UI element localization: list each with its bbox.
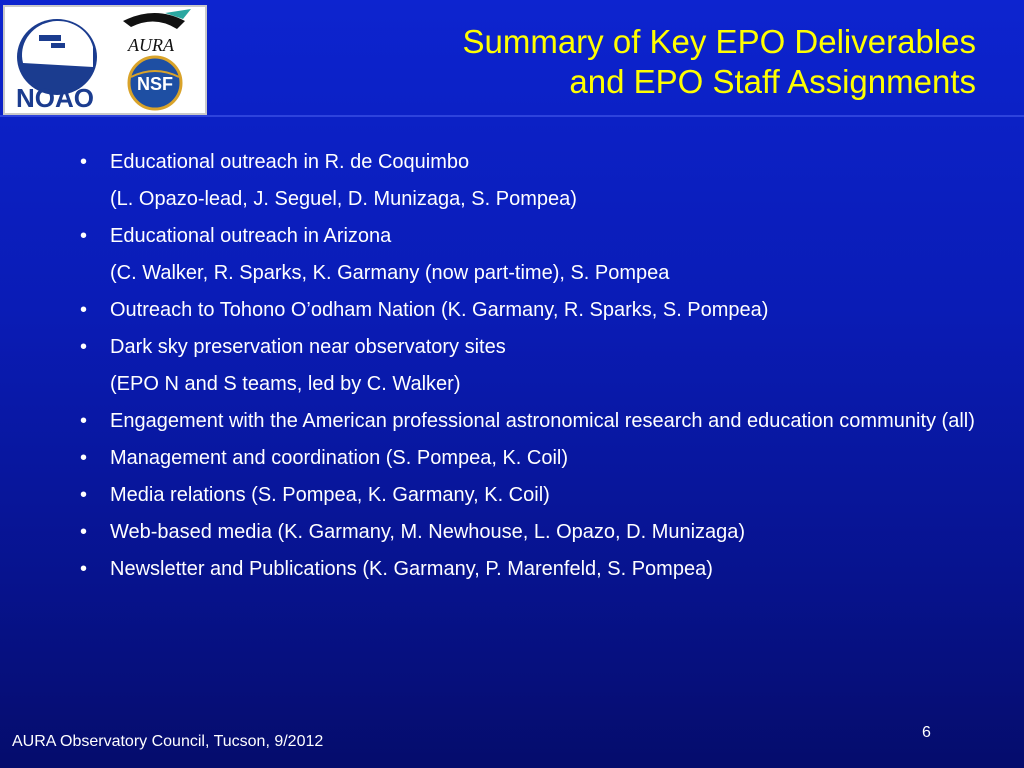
page-number: 6 bbox=[922, 724, 931, 741]
bullet-marker: • bbox=[80, 336, 88, 358]
bullet-text: Outreach to Tohono O’odham Nation (K. Garmany, R. Sparks, S. Pompea) bbox=[110, 299, 769, 321]
nsf-logo-text: NSF bbox=[137, 74, 173, 94]
slide-title bbox=[336, 22, 976, 102]
bullet-marker: • bbox=[80, 521, 88, 543]
bullet-text: Educational outreach in Arizona bbox=[110, 225, 392, 247]
noao-logo-text: NOAO bbox=[16, 83, 94, 113]
bullet-item bbox=[80, 148, 980, 176]
bullet-item bbox=[80, 333, 980, 361]
slide-title-line-2: and EPO Staff Assignments bbox=[569, 63, 976, 100]
slide-footer: AURA Observatory Council, Tucson, 9/2012 bbox=[12, 733, 324, 750]
title-divider bbox=[0, 115, 1024, 117]
bullet-marker: • bbox=[80, 410, 88, 432]
slide-title-line-1: Summary of Key EPO Deliverables bbox=[462, 23, 976, 60]
bullet-list bbox=[80, 148, 980, 583]
bullet-item bbox=[80, 555, 980, 583]
aura-logo-text: AURA bbox=[128, 35, 174, 55]
noao-logo bbox=[16, 19, 97, 113]
nsf-logo bbox=[129, 57, 181, 109]
bullet-item bbox=[80, 222, 980, 250]
bullet-item bbox=[80, 407, 980, 435]
bullet-item bbox=[80, 481, 980, 509]
bullet-text: Web-based media (K. Garmany, M. Newhouse, L. Opazo, D. Munizaga) bbox=[110, 521, 746, 543]
bullet-item bbox=[80, 444, 980, 472]
logo-panel bbox=[3, 5, 207, 115]
bullet-marker: • bbox=[80, 484, 88, 506]
bullet-subtext: (L. Opazo-lead, J. Seguel, D. Munizaga, S. Pompea) bbox=[110, 188, 577, 210]
aura-logo bbox=[123, 9, 191, 55]
bullet-text: Management and coordination (S. Pompea, K. Coil) bbox=[110, 447, 569, 469]
bullet-text: Newsletter and Publications (K. Garmany, P. Marenfeld, S. Pompea) bbox=[110, 558, 713, 580]
logos-graphic bbox=[5, 7, 205, 113]
bullet-item bbox=[80, 296, 980, 324]
bullet-marker: • bbox=[80, 299, 88, 321]
bullet-marker: • bbox=[80, 225, 88, 247]
bullet-item bbox=[80, 518, 980, 546]
bullet-marker: • bbox=[80, 447, 88, 469]
bullet-text: Dark sky preservation near observatory sites bbox=[110, 336, 506, 358]
bullet-marker: • bbox=[80, 151, 88, 173]
bullet-text: Educational outreach in R. de Coquimbo bbox=[110, 151, 470, 173]
bullet-text: Engagement with the American professional astronomical research and education community (all) bbox=[110, 410, 975, 432]
bullet-text: Media relations (S. Pompea, K. Garmany, K. Coil) bbox=[110, 484, 550, 506]
bullet-subtext: (C. Walker, R. Sparks, K. Garmany (now part-time), S. Pompea bbox=[110, 262, 670, 284]
bullet-subtext: (EPO N and S teams, led by C. Walker) bbox=[110, 373, 461, 395]
bullet-marker: • bbox=[80, 558, 88, 580]
